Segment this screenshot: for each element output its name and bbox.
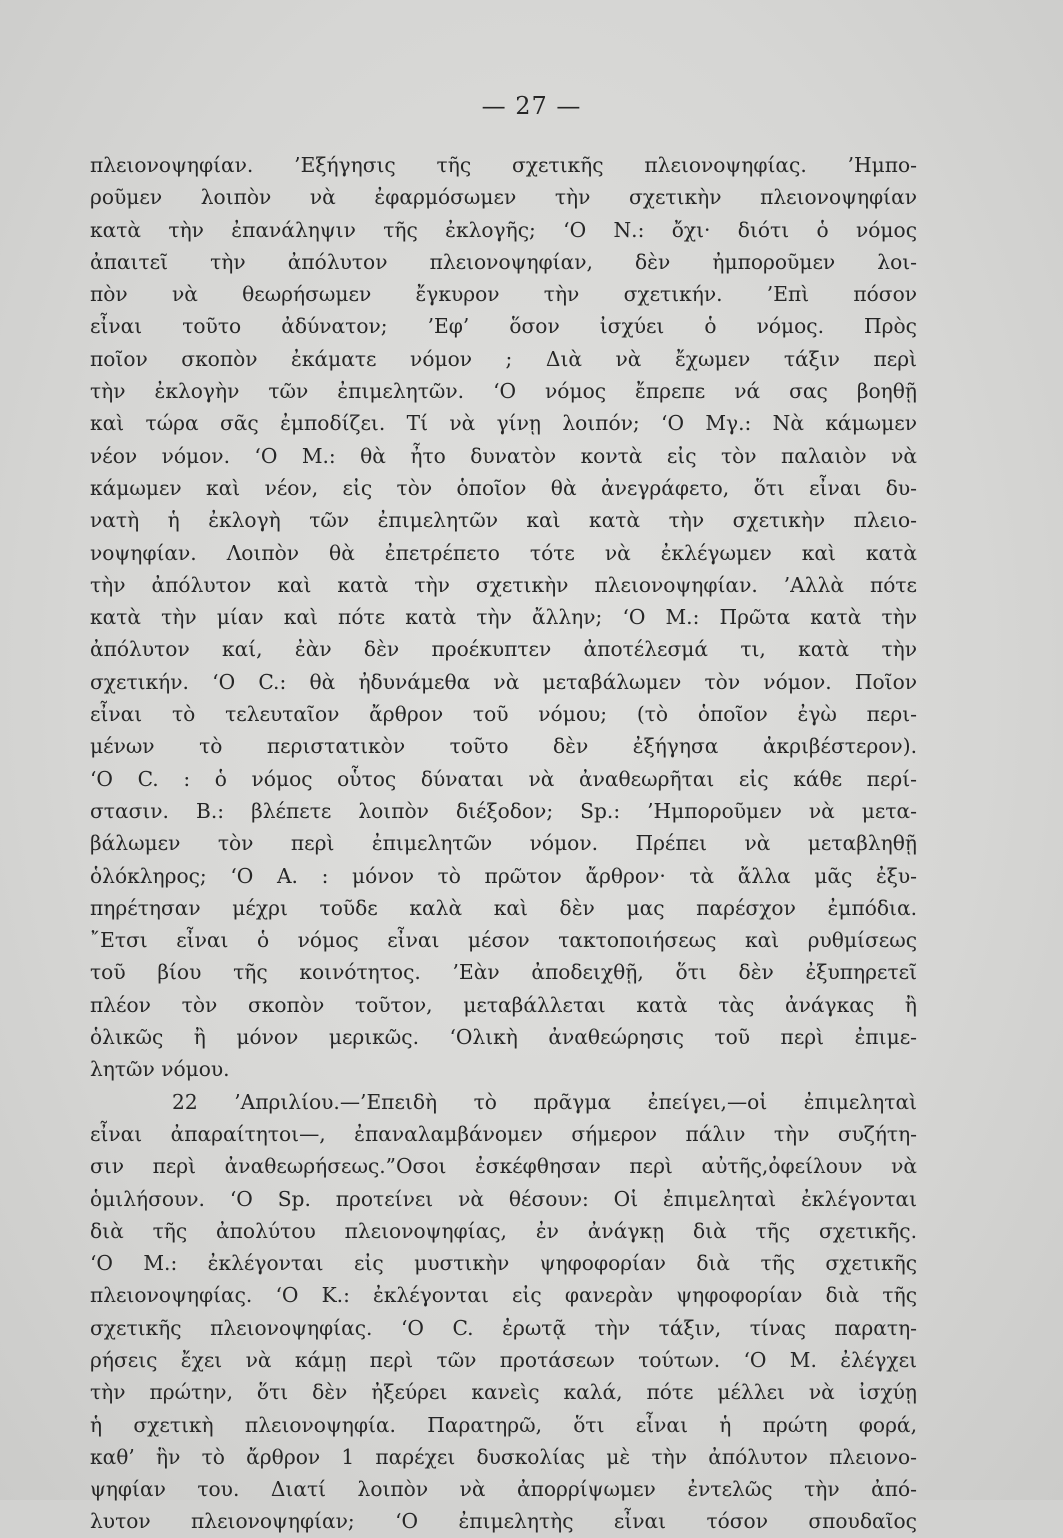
body-text	[90, 149, 917, 1538]
text-line: τὴν ἐκλογὴν τῶν ἐπιμελητῶν. ‘Ο νόμος ἔπρεπε νά σας βοηθῇ	[90, 379, 917, 404]
text-line: εἶναι τὸ τελευταῖον ἄρθρον τοῦ νόμου; (τὸ ὁποῖον ἐγὼ περι-	[90, 702, 917, 727]
text-line: ἀπαιτεῖ τὴν ἀπόλυτον πλειονοψηφίαν, δὲν ἠμποροῦμεν λοι-	[90, 249, 917, 274]
text-line: σχετικῆς πλειονοψηφίας. ‘Ο C. ἐρωτᾷ τὴν τάξιν, τίνας παρατη-	[90, 1315, 917, 1340]
text-line: ὁλόκληρος; ‘Ο Α. : μόνον τὸ πρῶτον ἄρθρον· τὰ ἄλλα μᾶς ἐξυ-	[90, 863, 917, 888]
text-line: στασιν. Β.: βλέπετε λοιπὸν διέξοδον; Sp.: ’Ημποροῦμεν νὰ μετα-	[90, 798, 917, 823]
text-line: νατὴ ἡ ἐκλογὴ τῶν ἐπιμελητῶν καὶ κατὰ τὴν σχετικὴν πλειο-	[90, 508, 917, 533]
text-line: ὁμιλήσουν. ‘Ο Sp. προτείνει νὰ θέσουν: Οἱ ἐπιμεληταὶ ἐκλέγονται	[90, 1186, 917, 1211]
text-line: βάλωμεν τὸν περὶ ἐπιμελητῶν νόμον. Πρέπει νὰ μεταβληθῇ	[90, 831, 917, 856]
text-line: μένων τὸ περιστατικὸν τοῦτο δὲν ἐξήγησα ἀκριβέστερον).	[90, 734, 917, 759]
text-line: ῎Ετσι εἶναι ὁ νόμος εἶναι μέσον τακτοποιήσεως καὶ ρυθμίσεως	[90, 928, 917, 953]
text-line: σχετικήν. ‘Ο C.: θὰ ἠδυνάμεθα νὰ μεταβάλωμεν τὸν νόμον. Ποῖον	[90, 669, 917, 694]
paragraph-end-line: λητῶν νόμου.	[90, 1057, 230, 1082]
text-line: πλέον τὸν σκοπὸν τοῦτον, μεταβάλλεται κατὰ τὰς ἀνάγκας ἢ	[90, 992, 917, 1017]
text-line: πηρέτησαν μέχρι τοῦδε καλὰ καὶ δὲν μας παρέσχον ἐμπόδια.	[90, 895, 917, 920]
text-line: πλειονοψηφίας. ‘Ο Κ.: ἐκλέγονται εἰς φανερὰν ψηφοφορίαν διὰ τῆς	[90, 1283, 917, 1308]
text-line: πὸν νὰ θεωρήσωμεν ἔγκυρον τὴν σχετικήν. ’Επὶ πόσον	[90, 282, 917, 307]
text-line: ἀπόλυτον καί, ἐὰν δὲν προέκυπτεν ἀποτέλεσμά τι, κατὰ τὴν	[90, 637, 917, 662]
text-line: λυτον πλειονοψηφίαν; ‘Ο ἐπιμελητὴς εἶναι τόσον σπουδαῖος	[90, 1509, 917, 1534]
text-line: ‘Ο C. : ὁ νόμος οὗτος δύναται νὰ ἀναθεωρῆται εἰς κάθε περί-	[90, 766, 917, 791]
text-line: τὴν ἀπόλυτον καὶ κατὰ τὴν σχετικὴν πλειονοψηφίαν. ’Αλλὰ πότε	[90, 572, 917, 597]
text-line: καὶ τώρα σᾶς ἐμποδίζει. Τί νὰ γίνῃ λοιπόν; ‘Ο Μγ.: Νὰ κάμωμεν	[90, 411, 917, 436]
text-line: νοψηφίαν. Λοιπὸν θὰ ἐπετρέπετο τότε νὰ ἐκλέγωμεν καὶ κατὰ	[90, 540, 917, 565]
text-line: πλειονοψηφίαν. ’Εξήγησις τῆς σχετικῆς πλειονοψηφίας. ’Ημπο-	[90, 153, 917, 177]
text-line: σιν περὶ ἀναθεωρήσεως.”Οσοι ἐσκέφθησαν περὶ αὐτῆς,ὀφείλουν νὰ	[90, 1154, 917, 1179]
text-line: ψηφίαν του. Διατί λοιπὸν νὰ ἀπορρίψωμεν ἐντελῶς τὴν ἀπό-	[90, 1477, 917, 1502]
text-line: ‘Ο Μ.: ἐκλέγονται εἰς μυστικὴν ψηφοφορίαν διὰ τῆς σχετικῆς	[90, 1251, 917, 1276]
text-line: κάμωμεν καὶ νέον, εἰς τὸν ὁποῖον θὰ ἀνεγράφετο, ὅτι εἶναι δυ-	[90, 475, 917, 500]
text-line: εἶναι τοῦτο ἀδύνατον; ’Εφ’ ὅσον ἰσχύει ὁ νόμος. Πρὸς	[90, 314, 917, 339]
text-line: διὰ τῆς ἀπολύτου πλειονοψηφίας, ἐν ἀνάγκῃ διὰ τῆς σχετικῆς.	[90, 1218, 917, 1243]
text-line: κατὰ τὴν ἐπανάληψιν τῆς ἐκλογῆς; ‘Ο Ν.: ὄχι· διότι ὁ νόμος	[90, 217, 917, 242]
text-line: ὁλικῶς ἢ μόνον μερικῶς. ‘Ολικὴ ἀναθεώρησις τοῦ περὶ ἐπιμε-	[90, 1025, 917, 1050]
text-line: νέον νόμον. ‘Ο Μ.: θὰ ἦτο δυνατὸν κοντὰ εἰς τὸν παλαιὸν νὰ	[90, 443, 917, 468]
paragraph-start-line: 22 ’Απριλίου.—’Επειδὴ τὸ πρᾶγμα ἐπείγει,—οἱ ἐπιμεληταὶ	[172, 1089, 917, 1114]
text-line: ροῦμεν λοιπὸν νὰ ἐφαρμόσωμεν τὴν σχετικὴν πλειονοψηφίαν	[90, 185, 917, 210]
text-line: τοῦ βίου τῆς κοινότητος. ’Εὰν ἀποδειχθῇ, ὅτι δὲν ἐξυπηρετεῖ	[90, 960, 917, 985]
text-line: εἶναι ἀπαραίτητοι—, ἐπαναλαμβάνομεν σήμερον πάλιν τὴν συζήτη-	[90, 1121, 917, 1146]
text-line: ποῖον σκοπὸν ἐκάματε νόμον ; Διὰ νὰ ἔχωμεν τάξιν περὶ	[90, 346, 917, 371]
text-line: καθ’ ἣν τὸ ἄρθρον 1 παρέχει δυσκολίας μὲ τὴν ἀπόλυτον πλειονο-	[90, 1444, 917, 1469]
text-line: τὴν πρώτην, ὅτι δὲν ἠξεύρει κανεὶς καλά, πότε μέλλει νὰ ἰσχύῃ	[90, 1380, 917, 1405]
text-line: ρήσεις ἔχει νὰ κάμῃ περὶ τῶν προτάσεων τούτων. ‘Ο Μ. ἐλέγχει	[90, 1347, 917, 1372]
text-line: κατὰ τὴν μίαν καὶ πότε κατὰ τὴν ἄλλην; ‘Ο Μ.: Πρῶτα κατὰ τὴν	[90, 605, 917, 630]
text-line: ἡ σχετικὴ πλειονοψηφία. Παρατηρῶ, ὅτι εἶναι ἡ πρώτη φορά,	[90, 1412, 917, 1437]
page-number: — 27 —	[481, 92, 582, 120]
